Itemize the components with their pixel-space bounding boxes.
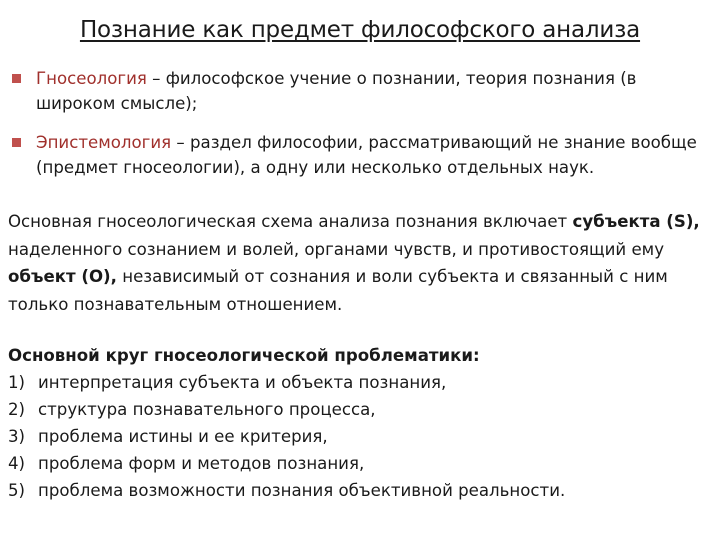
definition-text: – философское учение о познании, теория познания (в широком смысле); [36,69,637,113]
term-epistemology: Эпистемология [36,133,172,152]
item-number: 5) [8,481,26,500]
slide-title: Познание как предмет философского анализа [79,17,641,43]
schema-paragraph [8,208,712,318]
item-number: 2) [8,400,26,419]
item-text: проблема истины и ее критерия, [38,427,328,446]
problems-list [8,342,712,504]
item-number: 3) [8,427,26,446]
list-item [8,423,712,450]
definition-gnoseology [10,66,710,116]
item-number: 1) [8,373,26,392]
square-bullet-icon [12,74,21,83]
item-text: проблема возможности познания объективной реальности. [38,481,566,500]
paragraph-text: наделенного сознанием и волей, органами чувств, и противостоящий ему [8,239,665,259]
object-term: объект (О), [8,267,117,287]
item-text: проблема форм и методов познания, [38,454,365,473]
problems-heading: Основной круг гносеологической проблематики: [8,346,480,365]
list-item [8,369,712,396]
definition-epistemology [10,130,710,180]
square-bullet-icon [12,138,21,147]
subject-term: субъекта (S), [572,212,700,231]
list-item [8,450,712,477]
definition-list [10,66,710,194]
item-text: интерпретация субъекта и объекта познания, [38,373,447,392]
term-gnoseology: Гносеология [36,69,147,88]
definition-text: – раздел философии, рассматривающий не знание вообще (предмет гносеологии), а одну или несколько отдельных наук. [36,133,697,177]
list-item [8,477,712,504]
paragraph-text: независимый от сознания и воли субъекта и связанный с ним только познавательным отношением. [8,267,668,314]
item-number: 4) [8,454,26,473]
paragraph-text: Основная гносеологическая схема анализа познания включает [8,212,573,231]
item-text: структура познавательного процесса, [38,400,376,419]
list-item [8,396,712,423]
